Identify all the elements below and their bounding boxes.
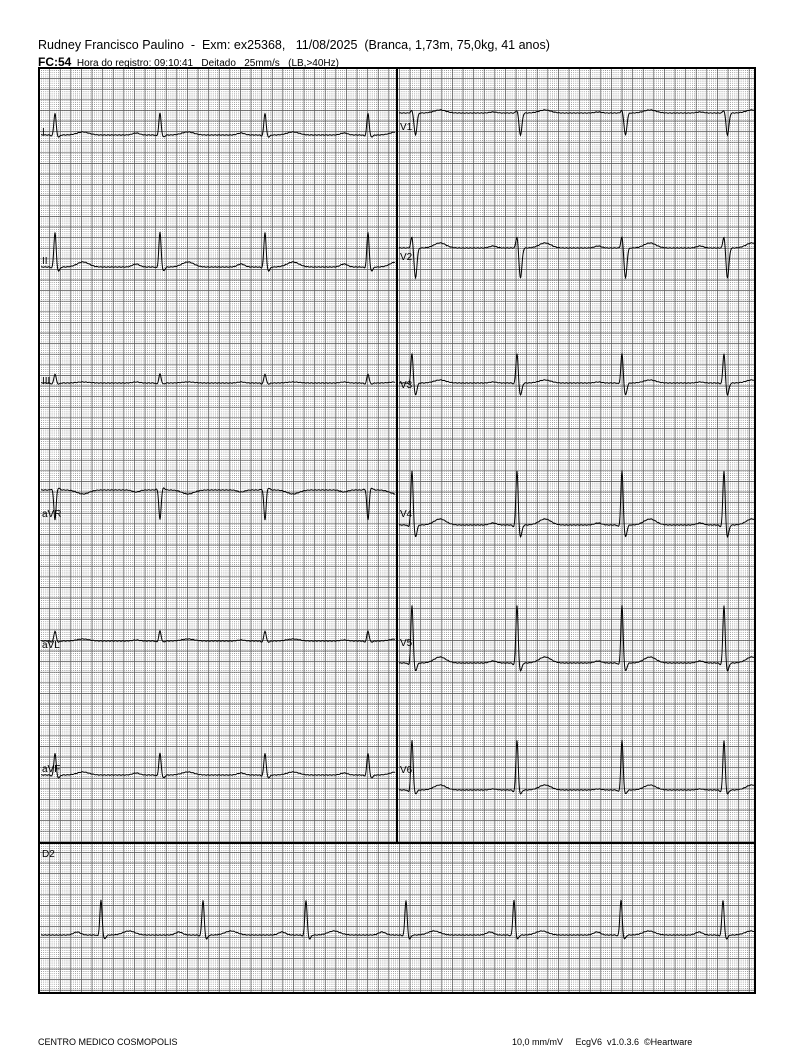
clinic-name: CENTRO MEDICO COSMOPOLIS [38,1037,178,1047]
lead-label: V5 [400,638,413,649]
record-subheader [38,55,339,69]
heart-rate: FC:54 [38,55,72,69]
lead-label: aVL [42,640,60,651]
lead-label: III [42,376,51,387]
record-info: Hora do registro: 09:10:41 Deitado 25mm/s (LB,>40Hz) [76,58,339,69]
device-info: 10,0 mm/mV EcgV6 v1.0.3.6 ©Heartware [512,1037,693,1047]
lead-label: V6 [400,765,413,776]
lead-label: I [42,127,45,138]
lead-label: V2 [400,252,413,263]
lead-label: aVF [42,764,61,775]
lead-label: D2 [42,849,55,860]
lead-label: V4 [400,509,413,520]
lead-label: aVR [42,509,62,520]
lead-label: V3 [400,380,413,391]
patient-header: Rudney Francisco Paulino - Exm: ex25368, 11/08/2025 (Branca, 1,73m, 75,0kg, 41 anos) [38,38,550,52]
lead-label: V1 [400,122,413,133]
lead-label: II [42,256,48,267]
